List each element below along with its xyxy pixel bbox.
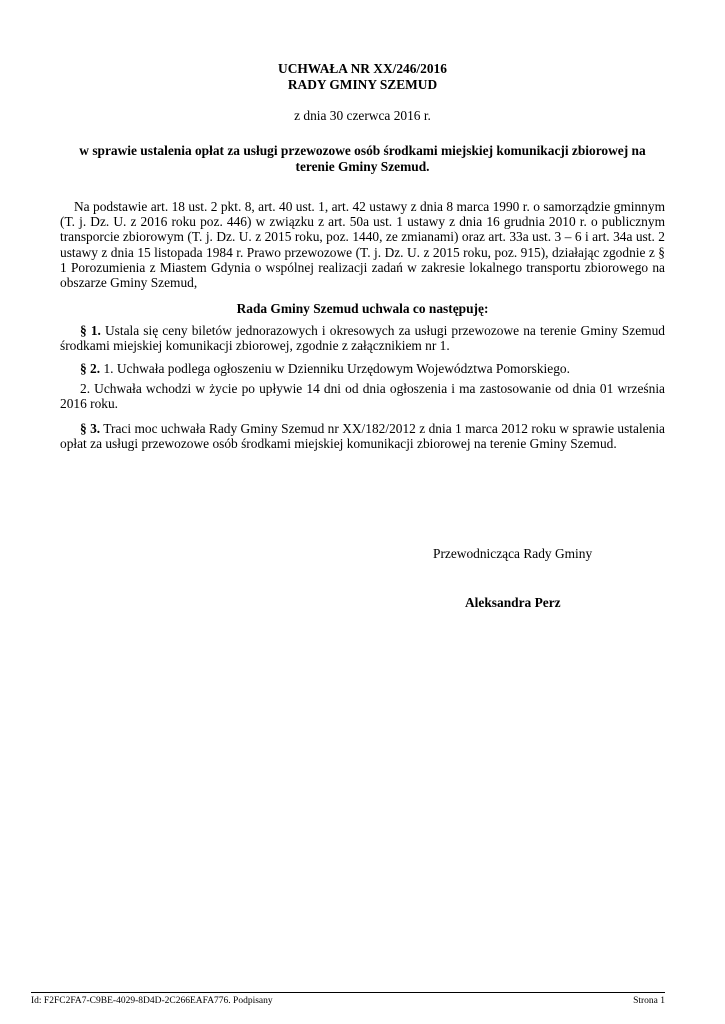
footer-document-id: Id: F2FC2FA7-C9BE-4029-8D4D-2C266EAFA776. Podpisany [31, 996, 273, 1006]
paragraph-3 [60, 421, 665, 451]
paragraph-3-label: § 3. [80, 421, 101, 436]
footer-page-number: Strona 1 [633, 996, 665, 1006]
paragraph-1-label: § 1. [80, 323, 101, 338]
signature-role: Przewodnicząca Rady Gminy [433, 546, 593, 561]
council-name: RADY GMINY SZEMUD [287, 77, 438, 92]
paragraph-3-text: Traci moc uchwała Rady Gminy Szemud nr XX/182/2012 z dnia 1 marca 2012 roku w sprawie ustalenia opłat za usługi przewozowe osób środkami miejskiej komunikacji zbiorowej na terenie Gminy Szemud. [60, 421, 665, 452]
paragraph-2-text: 1. Uchwała podlega ogłoszeniu w Dzienniku Urzędowym Województwa Pomorskiego. [100, 361, 570, 376]
paragraph-2-point-2: 2. Uchwała wchodzi w życie po upływie 14 dni od dnia ogłoszenia i ma zastosowanie od dnia 01 września 2016 roku. [60, 381, 665, 412]
paragraph-2 [60, 361, 665, 376]
paragraph-2-label: § 2. [80, 361, 101, 376]
resolves-heading: Rada Gminy Szemud uchwala co następuję: [236, 301, 489, 316]
paragraph-1 [60, 323, 665, 353]
resolution-date: z dnia 30 czerwca 2016 r. [294, 108, 431, 123]
footer-divider [31, 992, 665, 993]
legal-basis-paragraph: Na podstawie art. 18 ust. 2 pkt. 8, art. 40 ust. 1, art. 42 ustawy z dnia 8 marca 1990 r. o samorządzie gminnym (T. j. Dz. U. z 2016 roku poz. 446) w związku z art. 50a ust. 1 ustawy z dnia 16 grudnia 2010 r. o publicznym transporcie zbiorowym (T. j. Dz. U. z 2015 roku, poz. 1440, ze zmianami) oraz art. 33a ust. 3 – 6 i art. 34a ust. 2 ustawy z dnia 15 listopada 1984 r. Prawo przewozowe (T. j. Dz. U. z 2015 roku, poz. 915), działając zgodnie z § 1 Porozumienia z Miastem Gdynia o wspólnej realizacji zadań w zakresie lokalnego transportu zbiorowego na obszarze Gminy Szemud, [60, 199, 665, 291]
signature-name: Aleksandra Perz [465, 595, 561, 610]
resolution-number: UCHWAŁA NR XX/246/2016 [278, 61, 447, 76]
resolution-subject: w sprawie ustalenia opłat za usługi przewozowe osób środkami miejskiej komunikacji zbiorowej na terenie Gminy Szemud. [79, 143, 646, 174]
paragraph-1-text: Ustala się ceny biletów jednorazowych i okresowych za usługi przewozowe na terenie Gminy Szemud środkami miejskiej komunikacji zbiorowej, zgodnie z załącznikiem nr 1. [60, 323, 665, 354]
